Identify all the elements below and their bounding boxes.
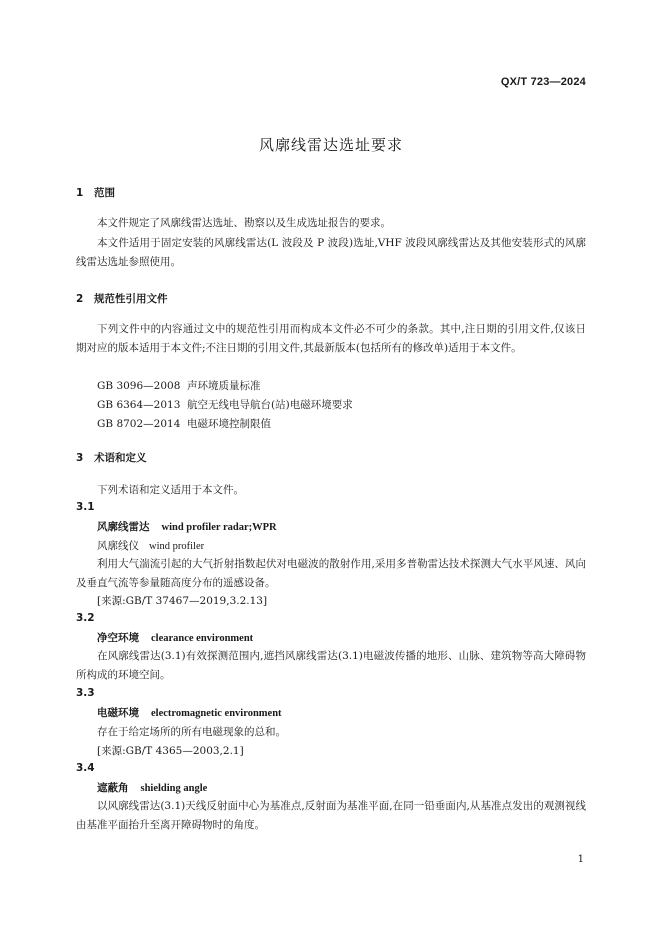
term-definition: 以风廓线雷达(3.1)天线反射面中心为基准点,反射面为基准平面,在同一铅垂面内,从基准点发出的观测视线由基准平面抬升至离开障碍物时的角度。 (76, 800, 586, 831)
page-number: 1 (577, 854, 584, 865)
term-definition: 存在于给定场所的所有电磁现象的总和。 (97, 726, 286, 738)
section-number: 1 (76, 187, 84, 199)
term-source: [来源:GB/T 4365—2003,2.1] (97, 745, 244, 757)
term-zh: 净空环境 (97, 632, 139, 644)
term-number: 3.4 (76, 762, 95, 774)
section-title: 规范性引用文件 (94, 293, 168, 305)
reference-item (97, 397, 353, 412)
terms-intro: 下列术语和定义适用于本文件。 (97, 484, 244, 496)
term-heading (97, 630, 253, 645)
synonym-en: wind profiler (149, 541, 205, 552)
reference-name: 声环境质量标准 (187, 380, 261, 392)
document-title: 风廓线雷达选址要求 (258, 136, 403, 154)
term-number: 3.2 (76, 612, 95, 624)
section-title: 术语和定义 (94, 452, 147, 464)
section-number: 2 (76, 293, 84, 305)
term-definition: 利用大气湍流引起的大气折射指数起伏对电磁波的散射作用,采用多普勒雷达技术探测大气水平风速、风向及垂直气流等参量随高度分布的遥感设备。 (76, 558, 586, 589)
normative-intro: 下列文件中的内容通过文中的规范性引用而构成本文件必不可少的条款。其中,注日期的引用文件,仅该日期对应的版本适用于本文件;不注日期的引用文件,其最新版本(包括所有的修改单)适用于本文件。 (76, 323, 586, 354)
term-en: shielding angle (140, 783, 208, 794)
term-synonym (97, 538, 204, 553)
term-heading (97, 519, 277, 534)
section-title: 范围 (94, 187, 115, 199)
reference-code: GB 6364—2013 (97, 399, 181, 411)
term-en: clearance environment (151, 633, 254, 644)
term-heading (97, 780, 207, 795)
section-heading-2 (76, 291, 168, 306)
scope-paragraph-2: 本文件适用于固定安装的风廓线雷达(L 波段及 P 波段)选址,VHF 波段风廓线雷达及其他安装形式的风廓线雷达选址参照使用。 (76, 237, 586, 268)
scope-paragraph-1: 本文件规定了风廓线雷达选址、勘察以及生成选址报告的要求。 (97, 217, 391, 229)
term-heading (97, 705, 282, 720)
term-en: wind profiler radar;WPR (161, 522, 277, 533)
term-source: [来源:GB/T 37467—2019,3.2.13] (97, 595, 268, 607)
term-zh: 风廓线雷达 (97, 521, 150, 533)
section-number: 3 (76, 452, 84, 464)
term-definition: 在风廓线雷达(3.1)有效探测范围内,遮挡风廓线雷达(3.1)电磁波传播的地形、山脉、建筑物等高大障碍物所构成的环境空间。 (76, 650, 586, 681)
section-heading-1 (76, 185, 115, 200)
document-code: QX/T 723—2024 (500, 76, 586, 88)
section-heading-3 (76, 450, 147, 465)
reference-code: GB 3096—2008 (97, 380, 181, 392)
term-number: 3.3 (76, 687, 95, 699)
term-number: 3.1 (76, 501, 95, 513)
reference-name: 航空无线电导航台(站)电磁环境要求 (187, 399, 353, 411)
term-en: electromagnetic environment (151, 708, 282, 719)
synonym-zh: 风廓线仪 (97, 540, 139, 552)
reference-code: GB 8702—2014 (97, 418, 181, 430)
reference-name: 电磁环境控制限值 (187, 418, 271, 430)
reference-item (97, 416, 271, 431)
reference-item (97, 378, 261, 393)
term-zh: 遮蔽角 (97, 782, 129, 794)
term-zh: 电磁环境 (97, 707, 139, 719)
